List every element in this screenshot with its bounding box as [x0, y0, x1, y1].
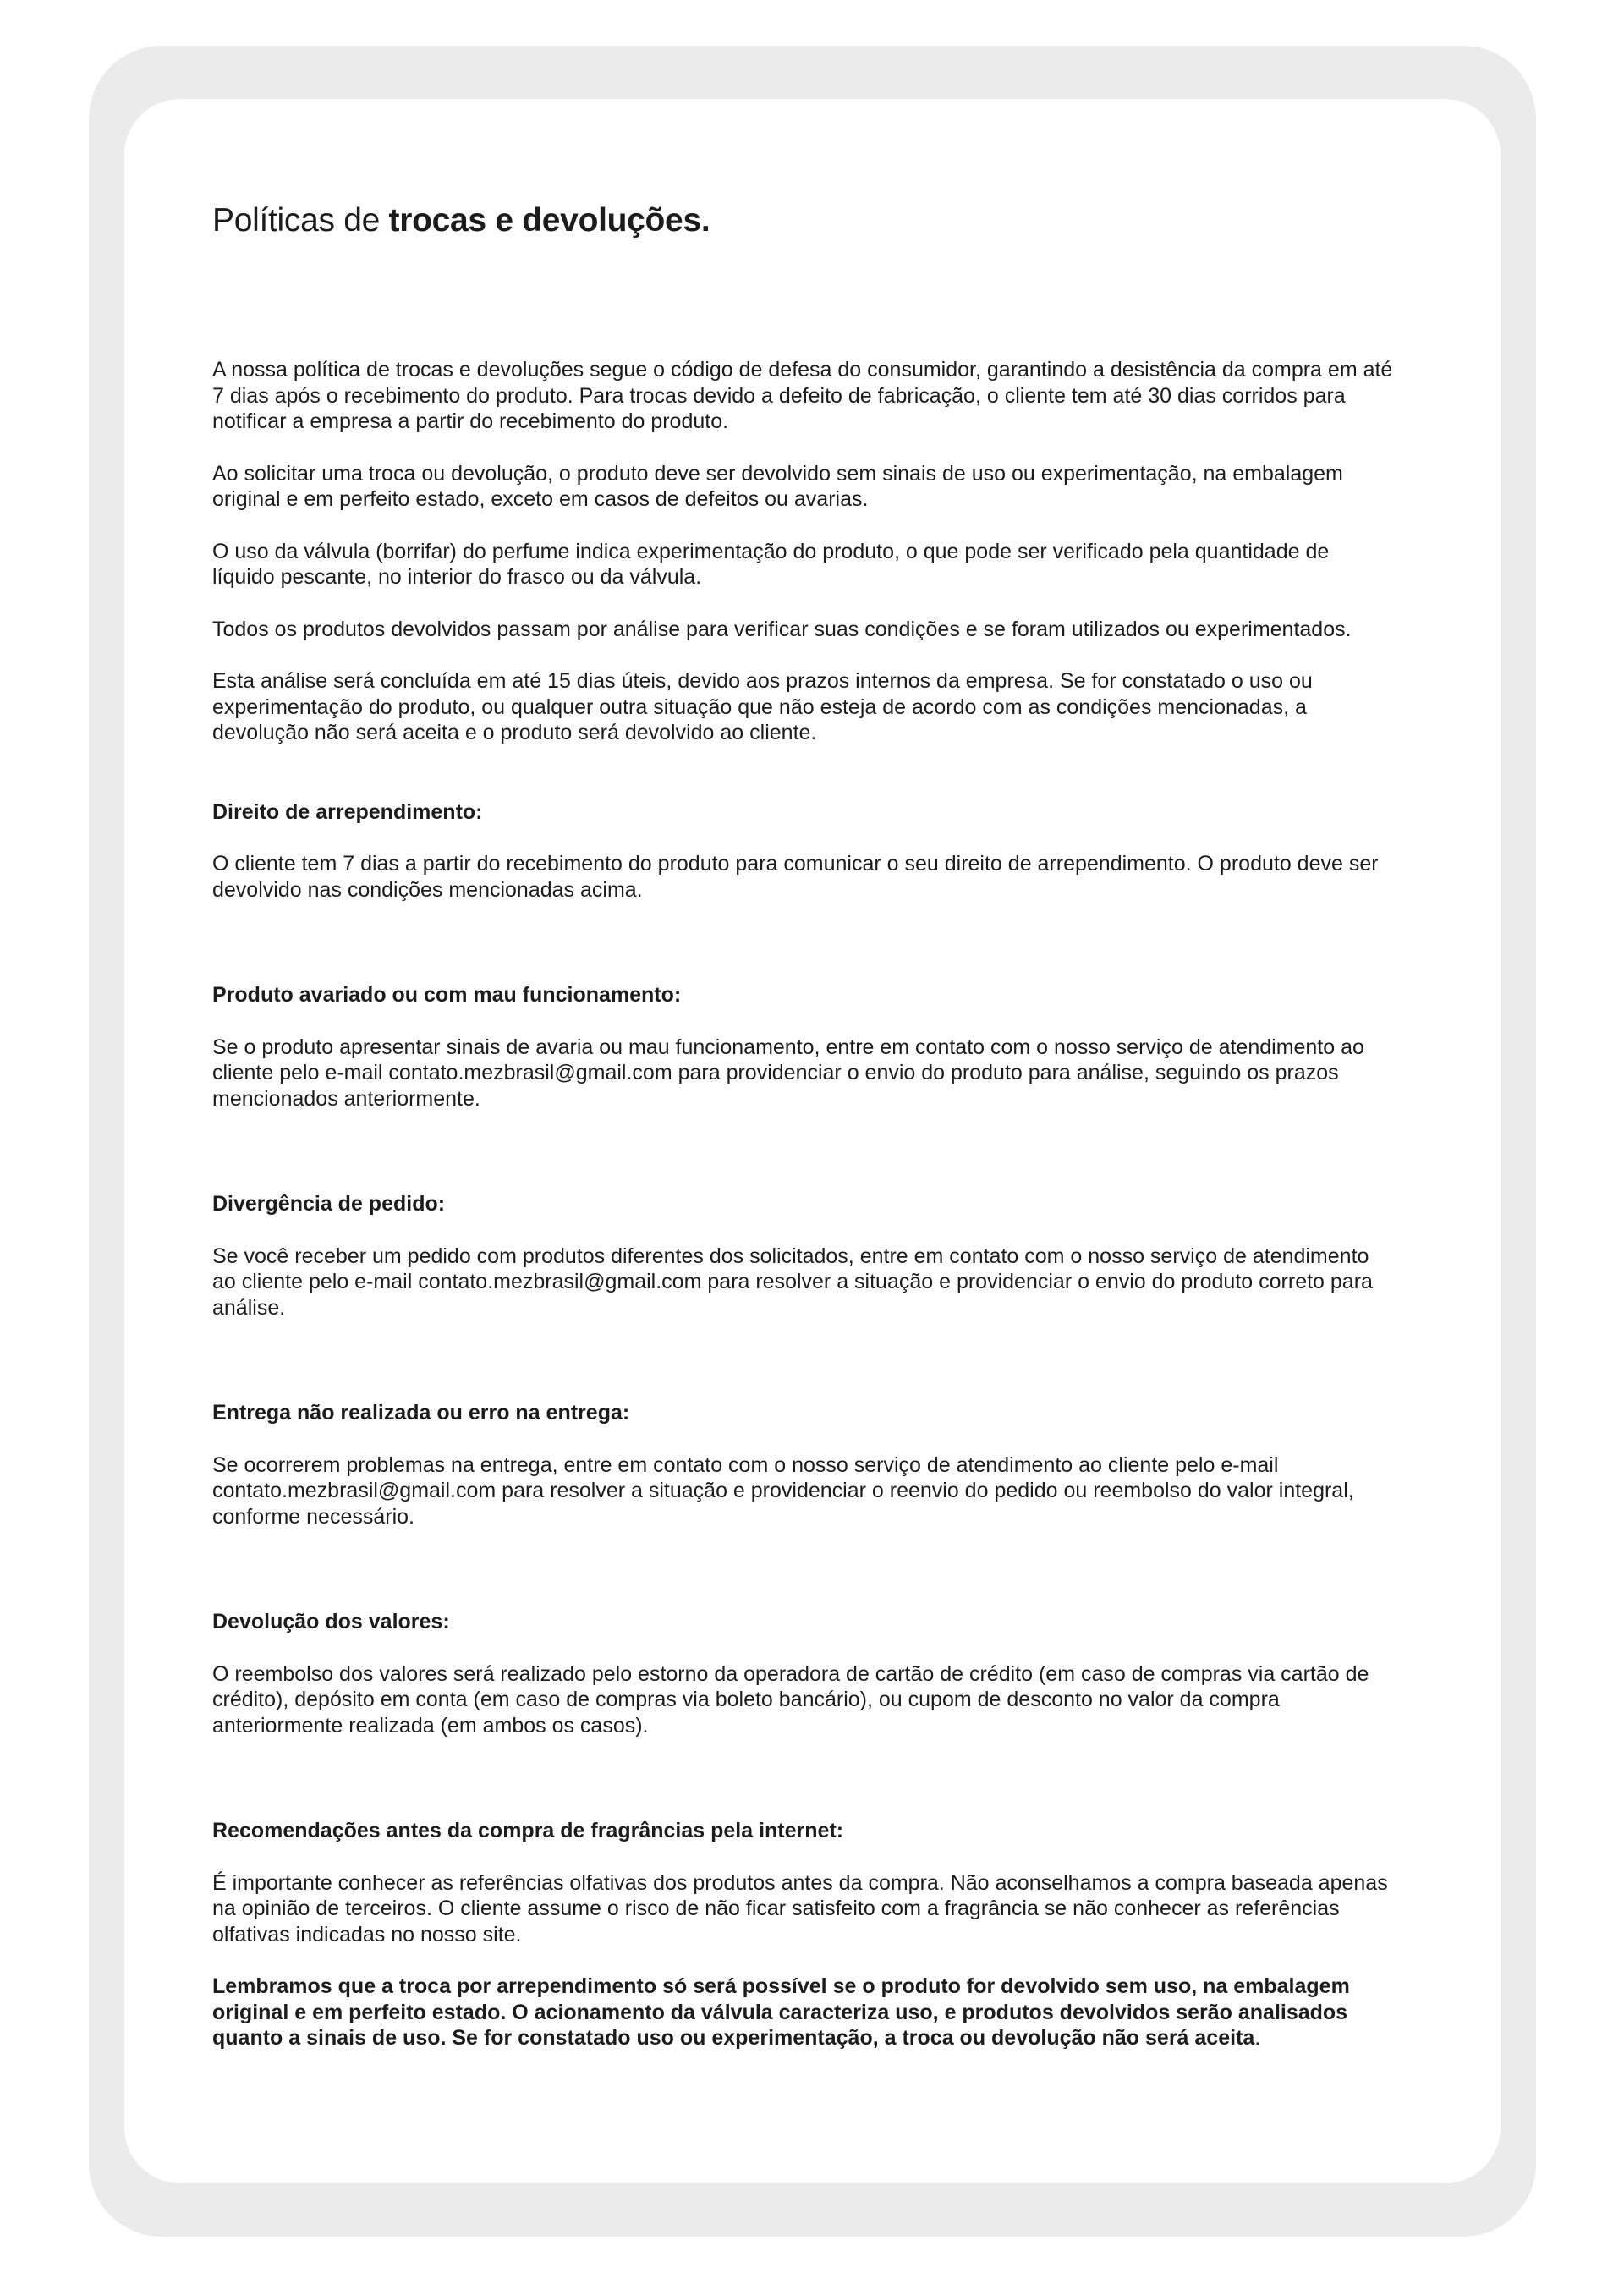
- policy-document: [212, 200, 1396, 2078]
- closing-note-period: .: [1254, 2026, 1261, 2050]
- section-body: Se o produto apresentar sinais de avaria ou mau funcionamento, entre em contato com o nosso serviço de atendimento ao cliente pelo e-mail contato.mezbrasil@gmail.com para providenciar o envio do produto para análise, seguindo os prazos mencionados anteriormente.: [212, 1035, 1364, 1111]
- section-refunds: [212, 1609, 1396, 1738]
- section-body: Se você receber um pedido com produtos diferentes dos solicitados, entre em contato com o nosso serviço de atendimento ao cliente pelo e-mail contato.mezbrasil@gmail.com para resolver a situação e providenciar o envio do produto correto para análise.: [212, 1244, 1373, 1320]
- section-heading: Recomendações antes da compra de fragrâncias pela internet:: [212, 1819, 844, 1842]
- section-recommendations: [212, 1818, 1396, 2051]
- intro-paragraph: Ao solicitar uma troca ou devolução, o produto deve ser devolvido sem sinais de uso ou experimentação, na embalagem original e em perfeito estado, exceto em casos de defeitos ou avarias.: [212, 461, 1343, 511]
- intro-paragraph: A nossa política de trocas e devoluções segue o código de defesa do consumidor, garantindo a desistência da compra em até 7 dias após o recebimento do produto. Para trocas devido a defeito de fabricação, o cliente tem até 30 dias corridos para notificar a empresa a partir do recebimento do produto.: [212, 358, 1393, 433]
- title-bold: trocas e devoluções.: [388, 202, 710, 239]
- section-body: O cliente tem 7 dias a partir do recebimento do produto para comunicar o seu direito de arrependimento. O produto deve ser devolvido nas condições mencionadas acima.: [212, 852, 1379, 902]
- section-heading: Direito de arrependimento:: [212, 799, 483, 824]
- section-right-of-withdrawal: [212, 799, 1396, 903]
- intro-section: [212, 357, 1396, 746]
- section-delivery-issue: [212, 1400, 1396, 1529]
- closing-note: [212, 1974, 1396, 2051]
- section-heading: Produto avariado ou com mau funcionamento:: [212, 983, 682, 1007]
- section-body: Se ocorrerem problemas na entrega, entre em contato com o nosso serviço de atendimento ao cliente pelo e-mail contato.mezbrasil@gmail.com para resolver a situação e providenciar o reenvio do pedido ou reembolso do valor integral, conforme necessário.: [212, 1452, 1354, 1529]
- section-heading: Divergência de pedido:: [212, 1192, 446, 1216]
- section-heading: Devolução dos valores:: [212, 1610, 450, 1633]
- section-damaged-product: [212, 982, 1396, 1112]
- section-body: É importante conhecer as referências olfativas dos produtos antes da compra. Não aconselhamos a compra baseada apenas na opinião de terceiros. O cliente assume o risco de não ficar satisfeito com a fragrância se não conhecer as referências olfativas indicadas no nosso site.: [212, 1870, 1388, 1946]
- intro-paragraph: O uso da válvula (borrifar) do perfume indica experimentação do produto, o que pode ser verificado pela quantidade de líquido pescante, no interior do frasco ou da válvula.: [212, 539, 1330, 589]
- section-heading: Entrega não realizada ou erro na entrega:: [212, 1401, 630, 1425]
- intro-paragraph: Todos os produtos devolvidos passam por análise para verificar suas condições e se foram utilizados ou experimentados.: [212, 617, 1352, 641]
- title-regular: Políticas de: [212, 202, 389, 239]
- closing-note-bold: Lembramos que a troca por arrependimento só será possível se o produto for devolvido sem uso, na embalagem original e em perfeito estado. O acionamento da válvula caracteriza uso, e produtos devolvidos serão analisados quanto a sinais de uso. Se for constatado uso ou experimentação, a troca ou devolução não será aceita: [212, 1974, 1350, 2050]
- page-title: [212, 200, 1396, 242]
- section-body: O reembolso dos valores será realizado pelo estorno da operadora de cartão de crédito (em caso de compras via cartão de crédito), depósito em conta (em caso de compras via boleto bancário), ou cupom de desconto no valor da compra anteriormente realizada (em ambos os casos).: [212, 1661, 1369, 1738]
- intro-paragraph: Esta análise será concluída em até 15 dias úteis, devido aos prazos internos da empresa. Se for constatado o uso ou experimentação do produto, ou qualquer outra situação que não esteja de acordo com as condições mencionadas, a devolução não será aceita e o produto será devolvido ao cliente.: [212, 669, 1313, 744]
- section-order-divergence: [212, 1191, 1396, 1320]
